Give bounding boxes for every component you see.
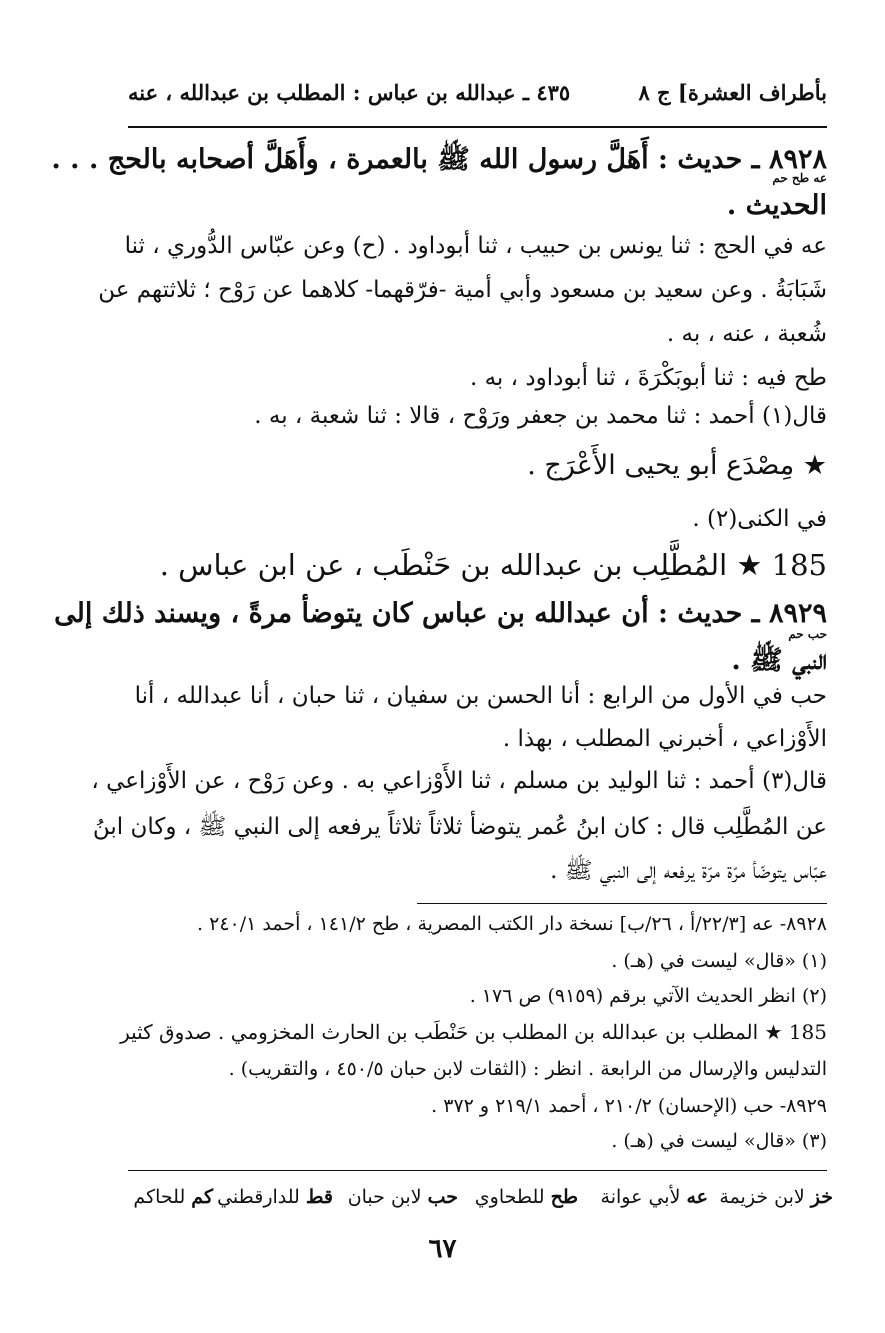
footnote: (٣) «قال» ليست في (هـ) . <box>611 1130 827 1152</box>
hadith-8929-title: ٨٩٢٩ ـ حديث : أن عبدالله بن عباس كان يتوضأ مرةً ، ويسند ذلك إلى <box>54 598 827 629</box>
header-volume: بأطراف العشرة] ج ٨ <box>638 80 827 105</box>
footer-rule <box>128 1170 827 1171</box>
person-entry: ★ مِصْدَع أبو يحيى الأَعْرَج . <box>527 450 827 481</box>
paragraph-line: قال(١) أحمد : ثنا محمد بن جعفر ورَوْح ، قالا : ثنا شعبة ، به . <box>254 403 827 429</box>
kuna-reference: في الكنى(٢) . <box>692 506 827 532</box>
paragraph-line: الأَوْزاعي ، أخبرني المطلب ، بهذا . <box>502 726 827 752</box>
hadith-8928-title: ٨٩٢٨ ـ حديث : أَهَلَّ رسول الله ﷺ بالعمرة ، وأَهَلَّ أصحابه بالحج . . . <box>51 144 827 175</box>
hadith-8929-marks: حب حم <box>788 627 827 641</box>
paragraph-line: طح فيه : ثنا أبوبَكْرَةَ ، ثنا أبوداود ، به . <box>469 365 827 391</box>
paragraph-line: شَبَابَةُ . وعن سعيد بن مسعود وأبي أمية -فرّقهما- كلاهما عن رَوْح ؛ ثلاثتهم عن <box>98 277 827 303</box>
paragraph-line: عه في الحج : ثنا يونس بن حبيب ، ثنا أبوداود . (ح) وعن عبّاس الدُّوري ، ثنا <box>124 233 827 259</box>
footnote: (١) «قال» ليست في (هـ) . <box>611 950 827 972</box>
hadith-8928-marks: عه طح حم <box>772 171 827 185</box>
abbreviation-item: عه لأبي عوانة <box>600 1186 708 1208</box>
abbreviation-item: حب لابن حبان <box>347 1186 458 1208</box>
footnote: (٢) انظر الحديث الآتي برقم (٩١٥٩) ص ١٧٦ . <box>469 985 827 1007</box>
running-header <box>128 80 827 116</box>
paragraph-line: حب في الأول من الرابع : أنا الحسن بن سفيان ، ثنا حبان ، أنا عبدالله ، أنا <box>134 683 827 709</box>
footnote: ٨٩٢٩- حب (الإحسان) ٢١٠/٢ ، أحمد ٢١٩/١ و ٣٧٢ . <box>431 1095 827 1117</box>
header-rule <box>128 126 827 128</box>
abbreviation-item: خز لابن خزيمة <box>719 1186 833 1208</box>
header-section: ٤٣٥ ـ عبدالله بن عباس : المطلب بن عبدالله ، عنه <box>128 80 571 105</box>
footnote-separator <box>417 903 827 904</box>
footnote: التدليس والإرسال من الرابعة . انظر : (الثقات لابن حبان ٤٥٠/٥ ، والتقريب) . <box>228 1058 827 1080</box>
abbreviation-key <box>122 1186 833 1218</box>
hadith-8928-title-end: الحديث . <box>726 190 827 221</box>
paragraph-line: عبّاس يتوضّأ مرّة مرّة يرفعه إلى النبي ﷺ . <box>550 858 827 884</box>
abbreviation-item: قط للدارقطني <box>217 1186 333 1208</box>
page-number: ٦٧ <box>428 1234 457 1264</box>
paragraph-line: قال(٣) أحمد : ثنا الوليد بن مسلم ، ثنا الأَوْزاعي به . وعن رَوْح ، عن الأَوْزاعي ، <box>91 768 827 794</box>
narrator-185-title: 185 ★ المُطَّلِب بن عبدالله بن حَنْطَب ، عن ابن عباس . <box>159 548 827 582</box>
abbreviation-item: كم للحاكم <box>133 1186 213 1208</box>
footnote: 185 ★ المطلب بن عبدالله بن المطلب بن حَنْطَب بن الحارث المخزومي . صدوق كثير <box>120 1020 827 1044</box>
hadith-8929-title-end: النبي ﷺ . <box>731 645 827 676</box>
abbreviation-item: طح للطحاوي <box>474 1186 578 1208</box>
footnote: ٨٩٢٨- عه [٢٢/٣/أ ، ٢٦/ب] نسخة دار الكتب المصرية ، طح ١٤١/٢ ، أحمد ٢٤٠/١ . <box>197 913 827 935</box>
paragraph-line: عن المُطَّلِب قال : كان ابنُ عُمر يتوضأ ثلاثاً ثلاثاً يرفعه إلى النبي ﷺ ، وكان ابنُ <box>92 814 827 840</box>
paragraph-line: شُعبة ، عنه ، به . <box>666 321 827 347</box>
